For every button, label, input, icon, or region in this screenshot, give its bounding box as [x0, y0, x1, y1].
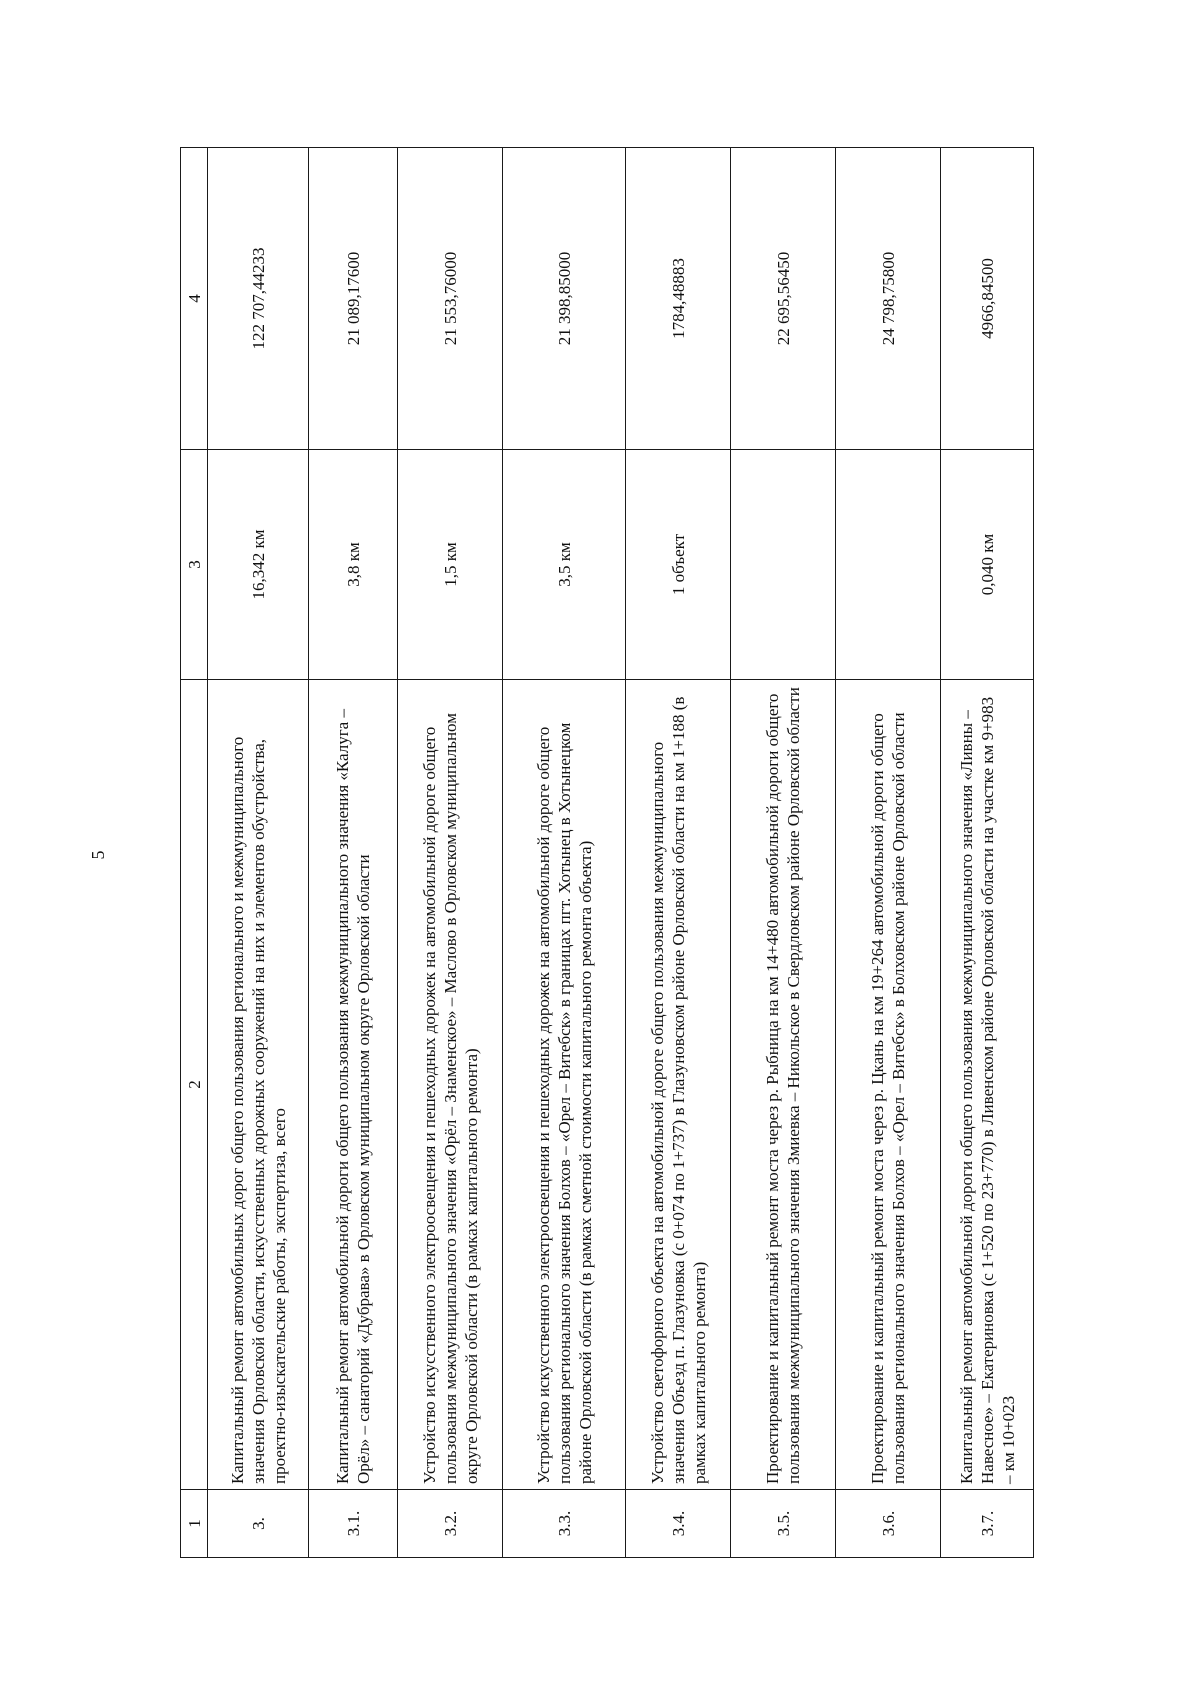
row-sum: 22 695,56450 [731, 148, 836, 450]
table-row [503, 148, 626, 1558]
row-number: 3.2. [398, 1490, 503, 1558]
row-sum: 21 553,76000 [398, 148, 503, 450]
table-row [941, 148, 1034, 1558]
row-description: Устройство искусственного электроосвещения и пешеходных дорожек на автомобильной дороге общего пользования межмуниципального значения «Орёл – Знаменское» – Маслово в Орловском муниципальном округе Орловской области (в рамках капитального ремонта) [398, 680, 503, 1490]
row-sum: 1784,48883 [626, 148, 731, 450]
row-number: 3.6. [836, 1490, 941, 1558]
table-container [180, 148, 1018, 1558]
row-description: Капитальный ремонт автомобильной дороги общего пользования межмуниципального значения «Калуга – Орёл» – санаторий «Дубрава» в Орловском муниципальном округе Орловской области [309, 680, 398, 1490]
works-table [180, 147, 1034, 1558]
row-volume [731, 450, 836, 680]
row-description: Устройство искусственного электроосвещения и пешеходных дорожек на автомобильной дороге общего пользования регионального значения Болхов – «Орел – Витебск» в границах пгт. Хотынец в Хотынецком районе Орловской области (в рамках сметной стоимости капитального ремонта объекта) [503, 680, 626, 1490]
row-description: Капитальный ремонт автомобильной дороги общего пользования межмуниципального значения «Ливны – Навесное» – Екатериновка (с 1+520 по 23+770) в Ливенском районе Орловской области на участке км 9+983 – км 10+023 [941, 680, 1034, 1490]
table-row [309, 148, 398, 1558]
row-sum: 21 398,85000 [503, 148, 626, 450]
row-sum: 122 707,44233 [208, 148, 309, 450]
header-cell-4: 4 [181, 148, 208, 450]
row-description: Проектирование и капитальный ремонт моста через р. Цкань на км 19+264 автомобильной дороги общего пользования регионального значения Болхов – «Орел – Витебск» в Болховском районе Орловской области [836, 680, 941, 1490]
row-number: 3.3. [503, 1490, 626, 1558]
header-cell-3: 3 [181, 450, 208, 680]
row-description: Капитальный ремонт автомобильных дорог общего пользования регионального и межмуниципального значения Орловской области, искусственных дорожных сооружений на них и элементов обустройства, проектно-изыскательские работы, экспертиза, всего [208, 680, 309, 1490]
header-cell-1: 1 [181, 1490, 208, 1558]
table-header-row [181, 148, 208, 1558]
row-volume: 3,5 км [503, 450, 626, 680]
row-description: Устройство светофорного объекта на автомобильной дороге общего пользования межмуниципального значения Объезд п. Глазуновка (с 0+074 по 1+737) в Глазуновском районе Орловской области на км 1+188 (в рамках капитального ремонта) [626, 680, 731, 1490]
table-row [398, 148, 503, 1558]
row-number: 3.1. [309, 1490, 398, 1558]
row-sum: 24 798,75800 [836, 148, 941, 450]
row-volume: 16,342 км [208, 450, 309, 680]
table-row [731, 148, 836, 1558]
row-number: 3.5. [731, 1490, 836, 1558]
header-cell-2: 2 [181, 680, 208, 1490]
row-number: 3.7. [941, 1490, 1034, 1558]
row-description: Проектирование и капитальный ремонт моста через р. Рыбница на км 14+480 автомобильной дороги общего пользования межмуниципального значения Змиевка – Никольское в Свердловском районе Орловской области [731, 680, 836, 1490]
row-volume: 3,8 км [309, 450, 398, 680]
row-volume: 1 объект [626, 450, 731, 680]
row-number: 3. [208, 1490, 309, 1558]
row-volume: 1,5 км [398, 450, 503, 680]
row-volume: 0,040 км [941, 450, 1034, 680]
table-row [626, 148, 731, 1558]
row-sum: 4966,84500 [941, 148, 1034, 450]
table-row [836, 148, 941, 1558]
page-number: 5 [88, 850, 108, 860]
row-number: 3.4. [626, 1490, 731, 1558]
row-volume [836, 450, 941, 680]
row-sum: 21 089,17600 [309, 148, 398, 450]
table-row [208, 148, 309, 1558]
